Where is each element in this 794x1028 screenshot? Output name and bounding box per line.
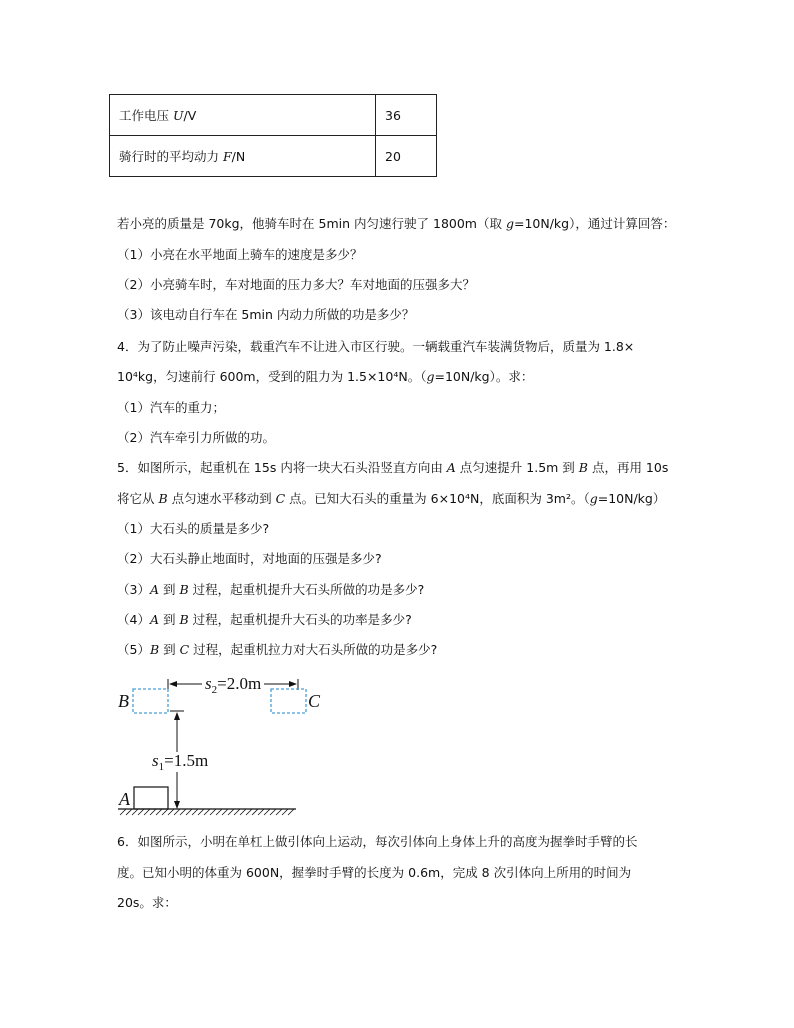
var-symbol: B bbox=[149, 642, 160, 657]
s1-var: s bbox=[152, 751, 159, 770]
q5-line2 bbox=[117, 489, 665, 507]
text: （5） bbox=[117, 642, 150, 657]
var-symbol: g bbox=[505, 216, 514, 231]
text: 点匀速水平移动到 bbox=[167, 491, 276, 506]
q5-sub1: （1）大石头的质量是多少? bbox=[117, 521, 270, 536]
q5-sub2: （2）大石头静止地面时，对地面的压强是多少? bbox=[117, 551, 382, 566]
text: =10N/kg）。求： bbox=[434, 369, 534, 384]
q6-line3: 20s。求： bbox=[117, 895, 177, 910]
table-cell-label bbox=[110, 136, 376, 177]
position-c-box bbox=[271, 689, 306, 713]
var-symbol: A bbox=[149, 612, 159, 627]
label-b: B bbox=[118, 691, 129, 711]
text: =10N/kg），通过计算回答： bbox=[513, 216, 676, 231]
q3-sub3: （3）该电动自行车在 5min 内动力所做的功是多少？ bbox=[117, 307, 415, 322]
q6-line1: 6．如图所示，小明在单杠上做引体向上运动，每次引体向上身体上升的高度为握拳时手臂的长 bbox=[117, 834, 638, 849]
q5-sub3 bbox=[117, 580, 424, 598]
table-cell-label bbox=[110, 95, 376, 136]
var-symbol: B bbox=[578, 460, 588, 475]
text: 到 bbox=[158, 612, 180, 627]
var-symbol: B bbox=[179, 612, 189, 627]
table-row bbox=[110, 136, 437, 177]
s1-sub: 1 bbox=[158, 761, 165, 773]
var-symbol: A bbox=[149, 582, 159, 597]
s2-label bbox=[205, 674, 261, 696]
var-symbol: B bbox=[158, 491, 168, 506]
table-row bbox=[110, 95, 437, 136]
q5-line1 bbox=[117, 458, 668, 476]
text: 到 bbox=[159, 642, 180, 657]
var-symbol: C bbox=[179, 642, 190, 657]
text: 10⁴kg，匀速前行 600m，受到的阻力为 1.5×10⁴N。（ bbox=[117, 369, 427, 384]
s2-val: =2.0m bbox=[217, 674, 262, 693]
stone-block-a bbox=[134, 787, 168, 809]
text: 过程，起重机提升大石头的功率是多少? bbox=[188, 612, 412, 627]
s2-sub: 2 bbox=[211, 684, 218, 696]
var-symbol: g bbox=[589, 491, 598, 506]
q3-intro bbox=[117, 214, 675, 232]
label-text: 骑行时的平均动力 bbox=[119, 149, 223, 164]
q4-line1: 4．为了防止噪声污染，载重汽车不让进入市区行驶。一辆载重汽车装满货物后，质量为 1.8× bbox=[117, 339, 635, 354]
text: 过程，起重机拉力对大石头所做的功是多少? bbox=[189, 642, 438, 657]
label-a: A bbox=[119, 789, 130, 809]
s1-val: =1.5m bbox=[164, 751, 209, 770]
text: 若小亮的质量是 70kg，他骑车时在 5min 内匀速行驶了 1800m（取 bbox=[117, 216, 506, 231]
spec-table bbox=[109, 94, 437, 177]
label-text: 工作电压 bbox=[119, 108, 173, 123]
unit-text: /V bbox=[183, 108, 197, 123]
q5-sub5 bbox=[117, 640, 437, 658]
q4-line2 bbox=[117, 367, 533, 385]
s2-var: s bbox=[205, 674, 212, 693]
text: 到 bbox=[158, 582, 180, 597]
q6-line2: 度。已知小明的体重为 600N，握拳时手臂的长度为 0.6m，完成 8 次引体向上所用的时间为 bbox=[117, 865, 632, 880]
var-symbol: B bbox=[179, 582, 189, 597]
ground bbox=[118, 809, 296, 815]
label-c: C bbox=[308, 691, 321, 711]
q5-sub4 bbox=[117, 610, 412, 628]
position-b-box bbox=[133, 689, 168, 713]
var-symbol: A bbox=[446, 460, 456, 475]
text: 点匀速提升 1.5m 到 bbox=[455, 460, 579, 475]
text: （4） bbox=[117, 612, 150, 627]
text: （3） bbox=[117, 582, 150, 597]
text: 点，再用 10s bbox=[587, 460, 669, 475]
text: =10N/kg） bbox=[597, 491, 666, 506]
table-cell-value: 20 bbox=[376, 136, 437, 177]
text: 过程，起重机提升大石头所做的功是多少? bbox=[188, 582, 425, 597]
unit-text: /N bbox=[231, 149, 246, 164]
q4-sub1: （1）汽车的重力； bbox=[117, 400, 225, 415]
var-symbol: C bbox=[275, 491, 286, 506]
text: 点。已知大石头的重量为 6×10⁴N，底面积为 3m²。（ bbox=[285, 491, 590, 506]
q3-sub1: （1）小亮在水平地面上骑车的速度是多少？ bbox=[117, 247, 363, 262]
text: 将它从 bbox=[117, 491, 159, 506]
s1-label bbox=[152, 751, 208, 773]
crane-diagram bbox=[110, 664, 321, 818]
var-symbol: F bbox=[222, 149, 232, 164]
q3-sub2: （2）小亮骑车时，车对地面的压力多大？车对地面的压强多大？ bbox=[117, 277, 475, 292]
var-symbol: U bbox=[172, 108, 184, 123]
text: 5．如图所示，起重机在 15s 内将一块大石头沿竖直方向由 bbox=[117, 460, 447, 475]
var-symbol: g bbox=[426, 369, 435, 384]
q4-sub2: （2）汽车牵引力所做的功。 bbox=[117, 430, 275, 445]
table-cell-value: 36 bbox=[376, 95, 437, 136]
